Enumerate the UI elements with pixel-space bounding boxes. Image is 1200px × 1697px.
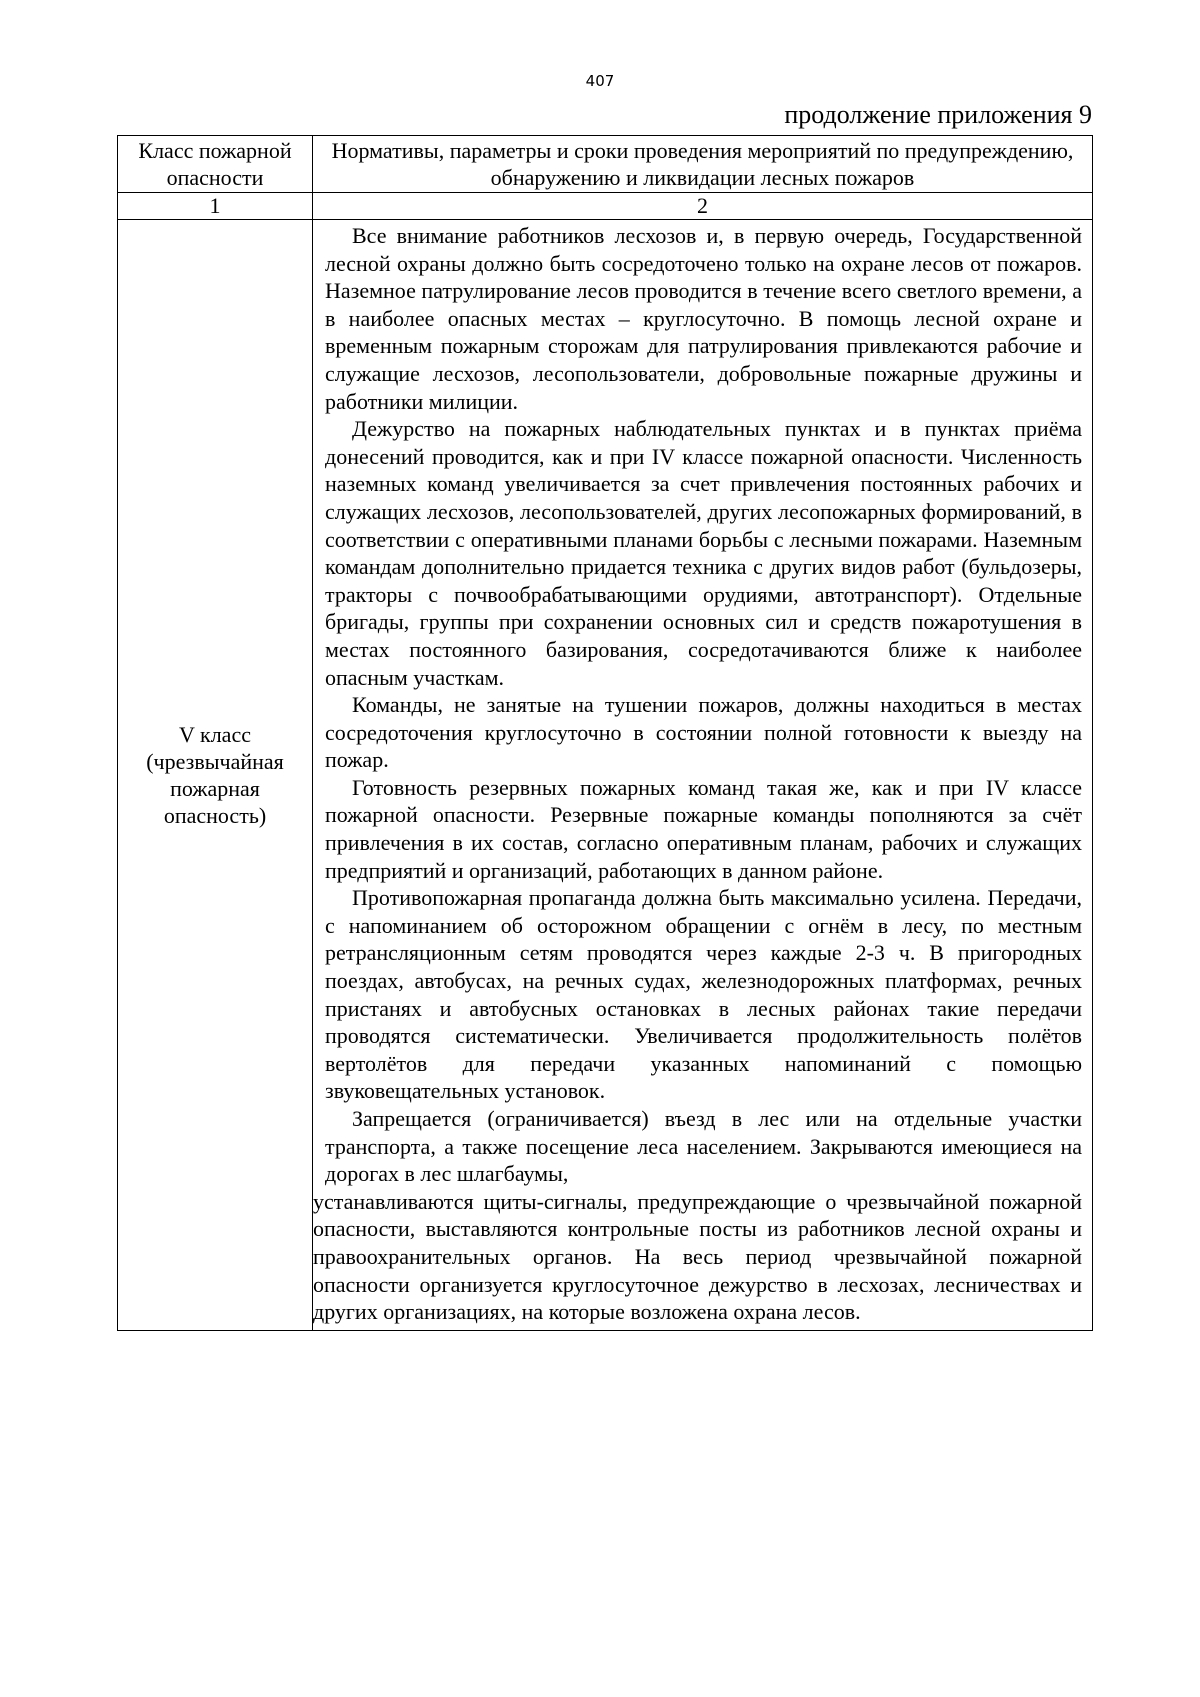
- paragraph-3: Команды, не занятые на тушении пожаров, должны находиться в местах сосредоточения круглосуточно в состоянии полной готовности к выезду на пожар.: [325, 692, 1082, 773]
- page-number: 407: [585, 72, 615, 90]
- column-number-2: 2: [313, 193, 1093, 220]
- paragraph-4: Готовность резервных пожарных команд такая же, как и при IV классе пожарной опасности. Резервные пожарные команды пополняются за счёт привлечения в их состав, согласно оперативным планам, рабочих и служащих предприятий и организаций, работающих в данном районе.: [325, 774, 1082, 883]
- fire-danger-table: [117, 135, 1093, 1331]
- fire-class-label: V класс (чрезвычайная пожарная опасность): [118, 220, 313, 1331]
- column-number-1: 1: [118, 193, 313, 220]
- paragraph-1: Все внимание работников лесхозов и, в первую очередь, Государственной лесной охраны должно быть сосредоточено только на охране лесов от пожаров. Наземное патрулирование лесов проводится в течение всего светлого времени, а в наиболее опасных местах – круглосуточно. В помощь лесной охране и временным пожарным сторожам для патрулирования привлекаются рабочие и служащие лесхозов, лесопользователи, добровольные пожарные дружины и работники милиции.: [325, 223, 1082, 414]
- paragraph-7: устанавливаются щиты-сигналы, предупреждающие о чрезвычайной пожарной опасности, выставляются контрольные посты из работников лесной охраны и правоохранительных органов. На весь период чрезвычайной пожарной опасности организуется круглосуточное дежурство в лесхозах, лесничествах и других организациях, на которые возложена охрана лесов.: [313, 1188, 1082, 1325]
- header-fire-danger-class: Класс пожарной опасности: [118, 136, 313, 193]
- column-number-row: [118, 193, 1093, 220]
- header-measures: Нормативы, параметры и сроки проведения мероприятий по предупреждению, обнаружению и ликвидации лесных пожаров: [313, 136, 1093, 193]
- paragraph-6: Запрещается (ограничивается) въезд в лес или на отдельные участки транспорта, а также посещение леса населением. Закрываются имеющиеся на дорогах в лес шлагбаумы,: [325, 1106, 1082, 1187]
- table-row: [118, 220, 1093, 1331]
- appendix-continuation-label: продолжение приложения 9: [784, 100, 1092, 129]
- measures-text: [313, 220, 1093, 1331]
- paragraph-5: Противопожарная пропаганда должна быть максимально усилена. Передачи, с напоминанием об осторожном обращении с огнём в лесу, по местным ретрансляционным сетям проводятся через каждые 2-3 ч. В пригородных поездах, автобусах, на речных судах, железнодорожных платформах, речных пристанях и автобусных остановках в лесных районах такие передачи проводятся систематически. Увеличивается продолжительность полётов вертолётов для передачи указанных напоминаний с помощью звуковещательных установок.: [325, 885, 1082, 1104]
- table-header-row: [118, 136, 1093, 193]
- paragraph-2: Дежурство на пожарных наблюдательных пунктах и в пунктах приёма донесений проводится, как и при IV классе пожарной опасности. Численность наземных команд увеличивается за счет привлечения постоянных рабочих и служащих лесхозов, лесопользователей, других лесопожарных формирований, в соответствии с оперативными планами борьбы с лесными пожарами. Наземным командам дополнительно придается техника с других видов работ (бульдозеры, тракторы с почвообрабатывающими орудиями, автотранспорт). Отдельные бригады, группы при сохранении основных сил и средств пожаротушения в местах постоянного базирования, сосредотачиваются ближе к наиболее опасным участкам.: [325, 416, 1082, 690]
